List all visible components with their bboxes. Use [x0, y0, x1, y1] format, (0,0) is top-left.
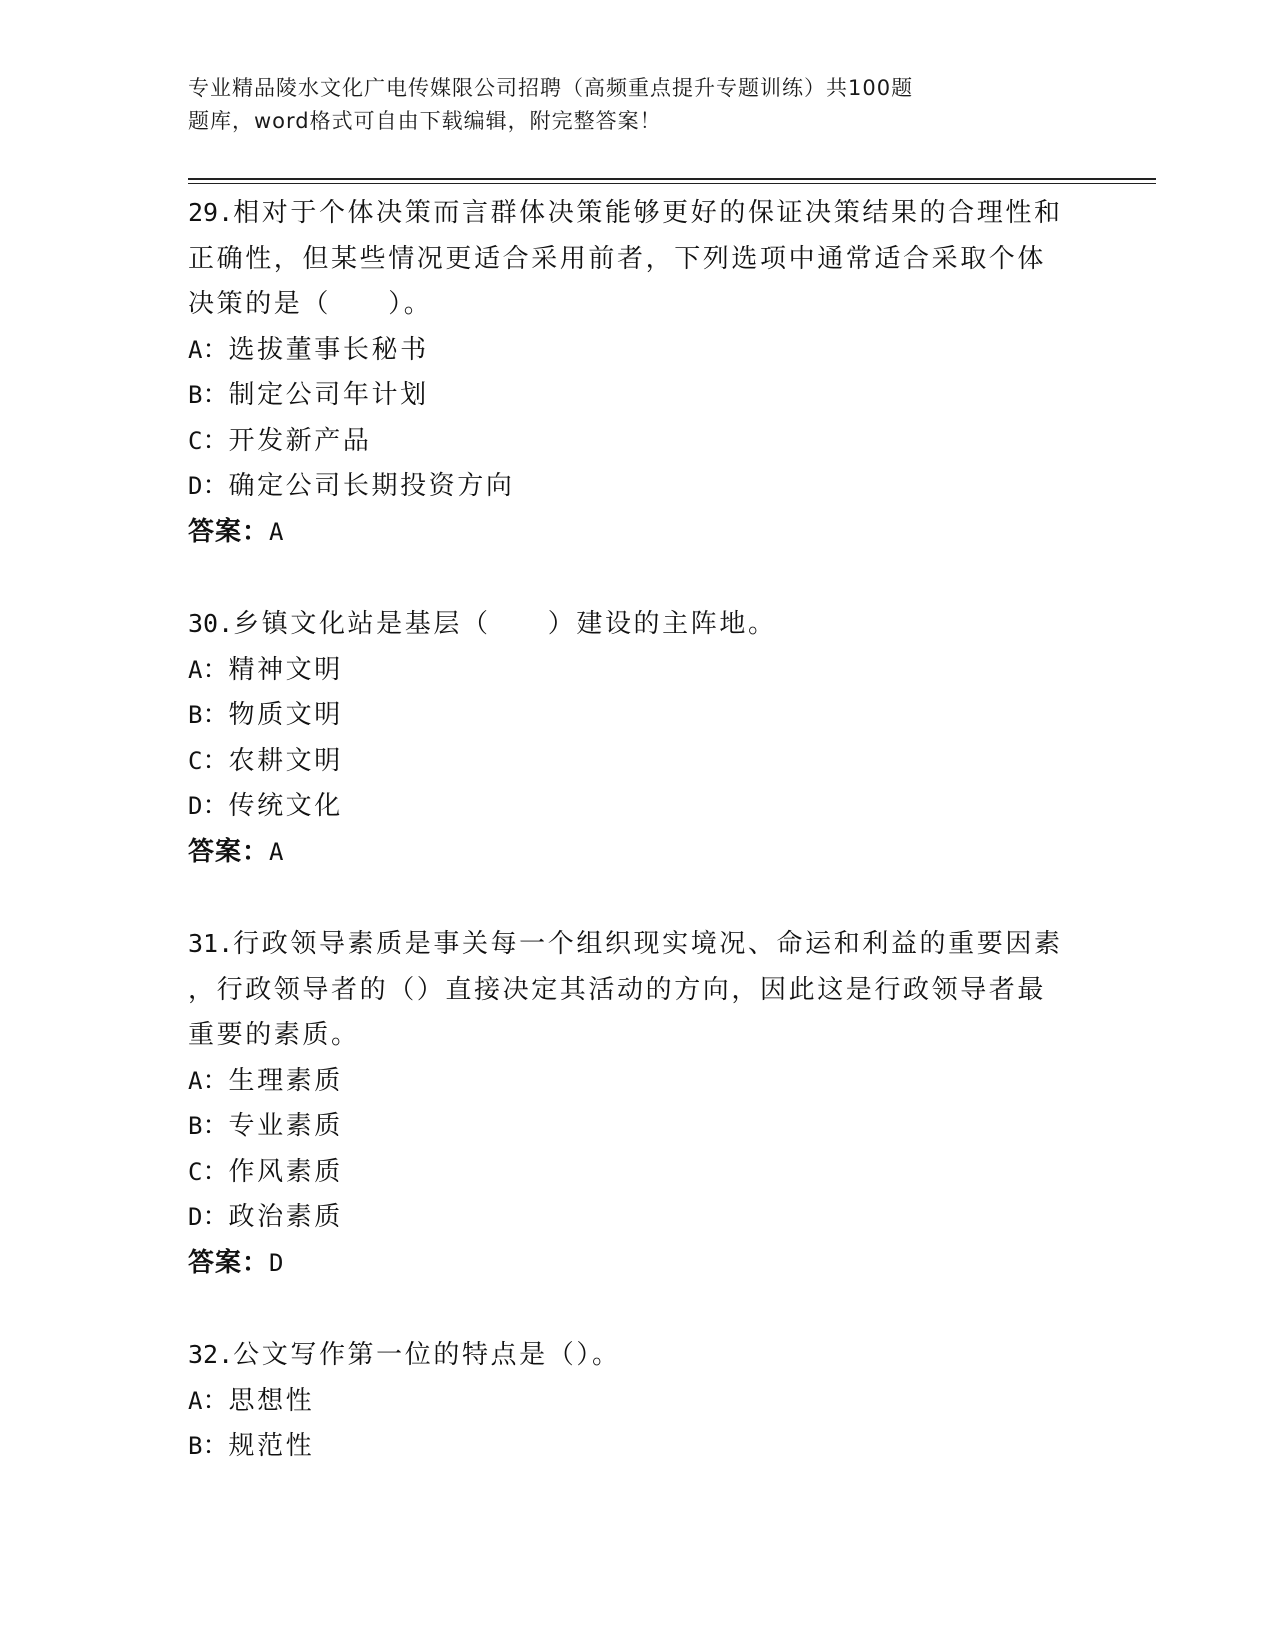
option-text: 规范性	[228, 1431, 315, 1461]
option-a	[188, 648, 1088, 694]
question-stem-text: 重要的素质。	[188, 1020, 360, 1050]
question-stem-text: 公文写作第一位的特点是（）。	[233, 1340, 621, 1370]
option-letter: A	[188, 1066, 203, 1095]
question-stem-line	[188, 237, 1088, 283]
option-text: 生理素质	[228, 1065, 343, 1096]
option-letter: A	[188, 1386, 203, 1415]
question-number: 30.	[188, 609, 234, 638]
option-letter: A	[188, 655, 203, 684]
option-b	[188, 1104, 1088, 1150]
option-separator: ：	[202, 791, 229, 821]
answer-line	[188, 1241, 1088, 1287]
option-separator: ：	[202, 425, 229, 456]
header-divider-thick	[188, 178, 1156, 180]
answer-value: D	[269, 1248, 285, 1277]
option-d	[188, 784, 1088, 830]
answer-line	[188, 830, 1088, 876]
question-stem	[188, 1332, 1088, 1379]
question-stem-text: 相对于个体决策而言群体决策能够更好的保证决策结果的合理性和	[233, 198, 1063, 228]
answer-line	[188, 510, 1088, 556]
header-title-line-2: 题库，word格式可自由下载编辑，附完整答案！	[188, 109, 662, 133]
option-separator: ：	[202, 1202, 229, 1232]
option-separator: ：	[202, 334, 229, 365]
question-stem	[188, 921, 1088, 1059]
option-separator: ：	[202, 380, 229, 410]
answer-label: 答案：	[188, 1247, 270, 1278]
option-letter: B	[188, 1432, 203, 1460]
option-separator: ：	[202, 1431, 229, 1461]
option-d	[188, 1195, 1088, 1241]
option-separator: ：	[202, 1385, 229, 1416]
option-separator: ：	[202, 745, 229, 776]
question-block	[188, 601, 1088, 875]
option-text: 传统文化	[228, 791, 343, 821]
answer-label: 答案：	[188, 836, 270, 867]
option-a	[188, 1379, 1088, 1425]
option-b	[188, 1424, 1088, 1470]
question-stem-line	[188, 282, 1088, 328]
question-number: 32.	[188, 1340, 234, 1369]
option-text: 选拔董事长秘书	[228, 334, 429, 365]
option-text: 专业素质	[228, 1111, 343, 1141]
option-separator: ：	[202, 1111, 229, 1141]
question-number: 31.	[188, 929, 234, 958]
header-divider-thin	[188, 183, 1156, 184]
question-stem-line	[188, 968, 1088, 1014]
option-d	[188, 464, 1088, 510]
question-stem-text: 决策的是（ ）。	[188, 289, 433, 319]
option-letter: B	[188, 701, 203, 729]
question-stem-text: 乡镇文化站是基层（ ）建设的主阵地。	[233, 609, 777, 639]
question-stem-line	[188, 190, 1088, 237]
option-b	[188, 693, 1088, 739]
option-text: 制定公司年计划	[228, 380, 429, 410]
question-stem	[188, 190, 1088, 328]
answer-label: 答案：	[188, 516, 270, 547]
option-text: 精神文明	[228, 654, 343, 685]
option-letter: B	[188, 1112, 203, 1140]
question-stem-line	[188, 1332, 1088, 1379]
option-c	[188, 419, 1088, 465]
option-letter: D	[188, 1203, 203, 1231]
answer-value: A	[269, 517, 285, 546]
option-letter: C	[188, 746, 203, 775]
option-c	[188, 1150, 1088, 1196]
option-text: 政治素质	[228, 1202, 343, 1232]
option-letter: B	[188, 381, 203, 409]
option-separator: ：	[202, 1065, 229, 1096]
answer-value: A	[269, 837, 285, 866]
option-separator: ：	[202, 654, 229, 685]
option-letter: D	[188, 472, 203, 500]
option-letter: C	[188, 426, 203, 455]
option-text: 开发新产品	[228, 425, 372, 456]
option-letter: A	[188, 335, 203, 364]
question-block	[188, 921, 1088, 1286]
option-b	[188, 373, 1088, 419]
option-text: 思想性	[228, 1385, 315, 1416]
option-text: 物质文明	[228, 700, 343, 730]
question-block	[188, 190, 1088, 555]
option-letter: C	[188, 1157, 203, 1186]
option-text: 农耕文明	[228, 745, 343, 776]
option-a	[188, 328, 1088, 374]
question-stem-text: 正确性，但某些情况更适合采用前者，下列选项中通常适合采取个体	[188, 243, 1047, 274]
option-a	[188, 1059, 1088, 1105]
option-c	[188, 739, 1088, 785]
option-separator: ：	[202, 700, 229, 730]
question-list	[188, 190, 1088, 1516]
header-title-line-1: 专业精品陵水文化广电传媒限公司招聘（高频重点提升专题训练）共100题	[188, 76, 914, 100]
option-text: 作风素质	[228, 1156, 343, 1187]
question-stem	[188, 601, 1088, 648]
option-letter: D	[188, 792, 203, 820]
question-number: 29.	[188, 198, 234, 227]
question-stem-text: ，行政领导者的（）直接决定其活动的方向，因此这是行政领导者最	[188, 974, 1047, 1005]
document-header	[188, 72, 1018, 138]
question-stem-line	[188, 921, 1088, 968]
question-stem-line	[188, 601, 1088, 648]
question-stem-text: 行政领导素质是事关每一个组织现实境况、命运和利益的重要因素	[233, 929, 1063, 959]
option-separator: ：	[202, 1156, 229, 1187]
question-block	[188, 1332, 1088, 1470]
option-text: 确定公司长期投资方向	[228, 471, 515, 501]
option-separator: ：	[202, 471, 229, 501]
question-stem-line	[188, 1013, 1088, 1059]
